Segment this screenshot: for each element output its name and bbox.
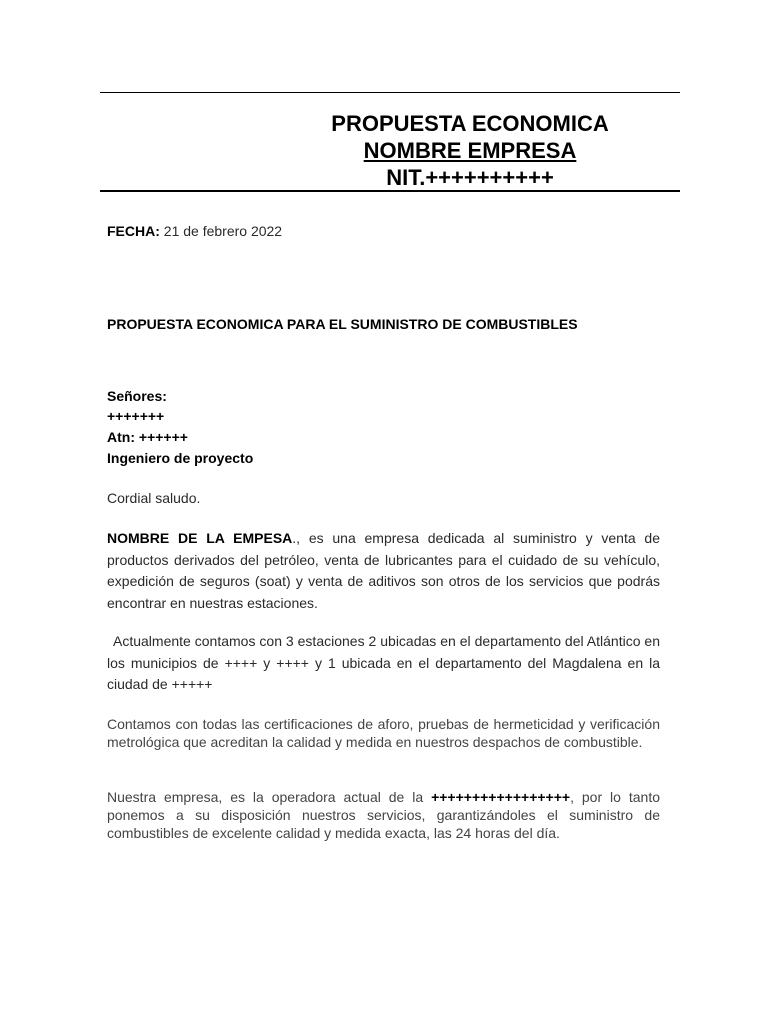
date-value: 21 de febrero 2022 (163, 223, 283, 239)
company-name: NOMBRE EMPRESA (363, 138, 577, 163)
greeting: Cordial saludo. (107, 490, 201, 506)
paragraph-company-description (107, 528, 660, 614)
paragraph4-after: , por lo tanto ponemos a su disposición nuestros servicios, garantizándoles el suministro de combustibles de excelente calidad y medida exacta, las 24 horas del día. (107, 789, 660, 841)
recipient-name: +++++++ (107, 408, 165, 424)
subject-line: PROPUESTA ECONOMICA PARA EL SUMINISTRO DE COMBUSTIBLES (107, 316, 578, 332)
header-divider (100, 190, 680, 192)
operator-placeholder: +++++++++++++++++ (431, 789, 571, 805)
recipient-position: Ingeniero de proyecto (107, 450, 254, 466)
company-bold-name: NOMBRE DE LA EMPESA (107, 530, 293, 546)
paragraph4-before: Nuestra empresa, es la operadora actual de la (107, 789, 432, 805)
paragraph-operator (107, 788, 660, 842)
date-line (107, 221, 282, 241)
paragraph-stations: Actualmente contamos con 3 estaciones 2 ubicadas en el departamento del Atlántico en los municipios de ++++ y ++++ y 1 ubicada en el departamento del Magdalena en la ciudad de +++++ (107, 633, 660, 692)
attn-label: Atn: (107, 429, 135, 445)
paragraph-certifications: Contamos con todas las certificaciones de aforo, pruebas de hermeticidad y verificación metrológica que acreditan la calidad y medida en nuestros despachos de combustible. (107, 716, 660, 750)
company-nit: NIT.++++++++++ (386, 165, 554, 190)
top-divider (100, 92, 680, 93)
recipient-attn (107, 427, 188, 447)
document-title: PROPUESTA ECONOMICA (331, 111, 609, 136)
recipient-salutation: Señores: (107, 388, 167, 404)
date-label: FECHA: (107, 223, 160, 239)
paragraph1-text: ., es una empresa dedicada al suministro y venta de productos derivados del petróleo, venta de lubricantes para el cuidado de su vehículo, expedición de seguros (soat) y venta de aditivos son otros de los servicios que podrás encontrar en nuestras estaciones. (107, 530, 660, 611)
attn-value: ++++++ (138, 429, 188, 445)
